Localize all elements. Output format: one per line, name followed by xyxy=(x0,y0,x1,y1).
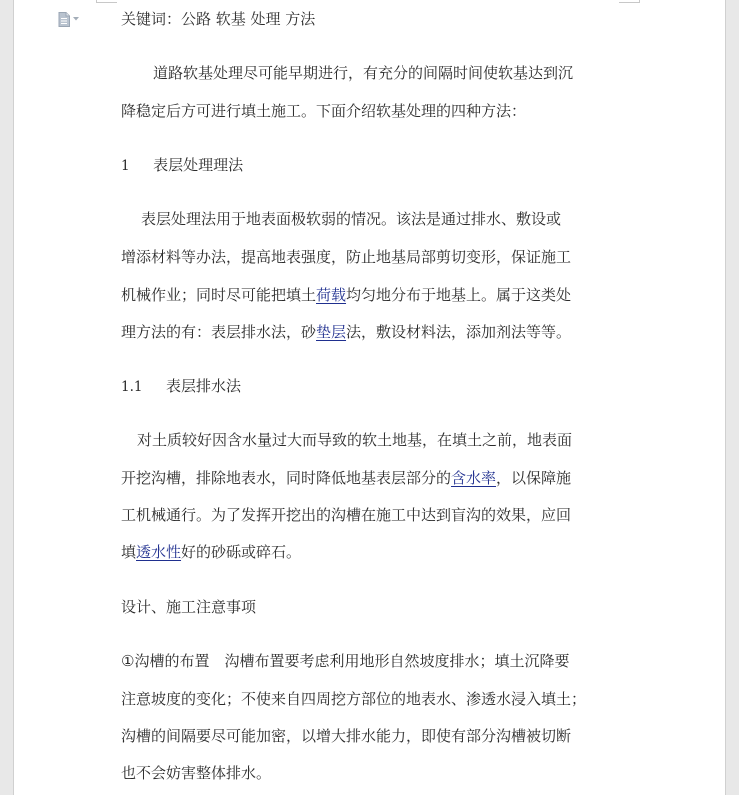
section-number: 1.1 xyxy=(121,379,143,395)
intro-line-2: 降稳定后方可进行填土施工。下面介绍软基处理的四种方法： xyxy=(121,102,527,120)
para1-line-3 xyxy=(121,285,571,305)
page-corner-mark-left xyxy=(96,0,117,3)
para2-line-2-text-b: ，以保障施 xyxy=(496,469,572,487)
para2-line-3: 工机械通行。为了发挥开挖出的沟槽在施工中达到盲沟的效果，应回 xyxy=(121,506,572,524)
para1-line-4 xyxy=(121,322,571,342)
section-1-heading xyxy=(121,155,243,176)
para1-line-3-text-a: 机械作业；同时尽可能把填土 xyxy=(121,286,317,304)
para2-line-2-text-a: 开挖沟槽，排除地表水，同时降低地基表层部分的 xyxy=(121,469,452,487)
para1-line-1: 表层处理法用于地表面极软弱的情况。该法是通过排水、敷设或 xyxy=(141,210,562,228)
para1-line-4-text-b: 法，敷设材料法，添加剂法等等。 xyxy=(346,323,572,341)
para3-line-1: ①沟槽的布置 沟槽布置要考虑利用地形自然坡度排水；填土沉降要 xyxy=(121,652,570,670)
para3-line-2: 注意坡度的变化；不使来自四周挖方部位的地表水、渗透水浸入填土； xyxy=(121,690,587,708)
link-water-content[interactable]: 含水率 xyxy=(451,469,497,487)
para3-line-3: 沟槽的间隔要尽可能加密，以增大排水能力，即使有部分沟槽被切断 xyxy=(121,727,572,745)
document-menu-button[interactable] xyxy=(58,11,86,27)
section-title: 表层处理理法 xyxy=(153,156,244,174)
para2-line-4-text-a: 填 xyxy=(121,543,137,561)
para2-line-4-text-b: 好的砂砾或碎石。 xyxy=(181,543,302,561)
link-permeability[interactable]: 透水性 xyxy=(136,543,182,561)
para2-line-1: 对土质较好因含水量过大而导致的软土地基，在填土之前，地表面 xyxy=(137,431,573,449)
para2-line-2 xyxy=(121,468,571,488)
notes-heading: 设计、施工注意事项 xyxy=(121,598,257,616)
link-load[interactable]: 荷载 xyxy=(316,286,347,304)
para2-line-4 xyxy=(121,542,301,562)
section-1-1-heading xyxy=(121,376,241,397)
para3-line-4: 也不会妨害整体排水。 xyxy=(121,764,272,782)
para1-line-3-text-b: 均匀地分布于地基上。属于这类处 xyxy=(346,286,572,304)
section-number: 1 xyxy=(121,158,130,174)
keywords-line: 关键词：公路 软基 处理 方法 xyxy=(121,10,316,28)
left-page-gutter xyxy=(0,0,14,795)
right-page-gutter xyxy=(725,0,739,795)
para1-line-2: 增添材料等办法，提高地表强度，防止地基局部剪切变形，保证施工 xyxy=(121,248,572,266)
page-corner-mark-right xyxy=(619,0,640,3)
intro-line-1: 道路软基处理尽可能早期进行，有充分的间隔时间使软基达到沉 xyxy=(153,64,574,82)
section-title: 表层排水法 xyxy=(166,377,242,395)
para1-line-4-text-a: 理方法的有：表层排水法，砂 xyxy=(121,323,317,341)
link-cushion[interactable]: 垫层 xyxy=(316,323,347,341)
document-icon xyxy=(58,12,70,27)
chevron-down-icon xyxy=(73,17,79,21)
